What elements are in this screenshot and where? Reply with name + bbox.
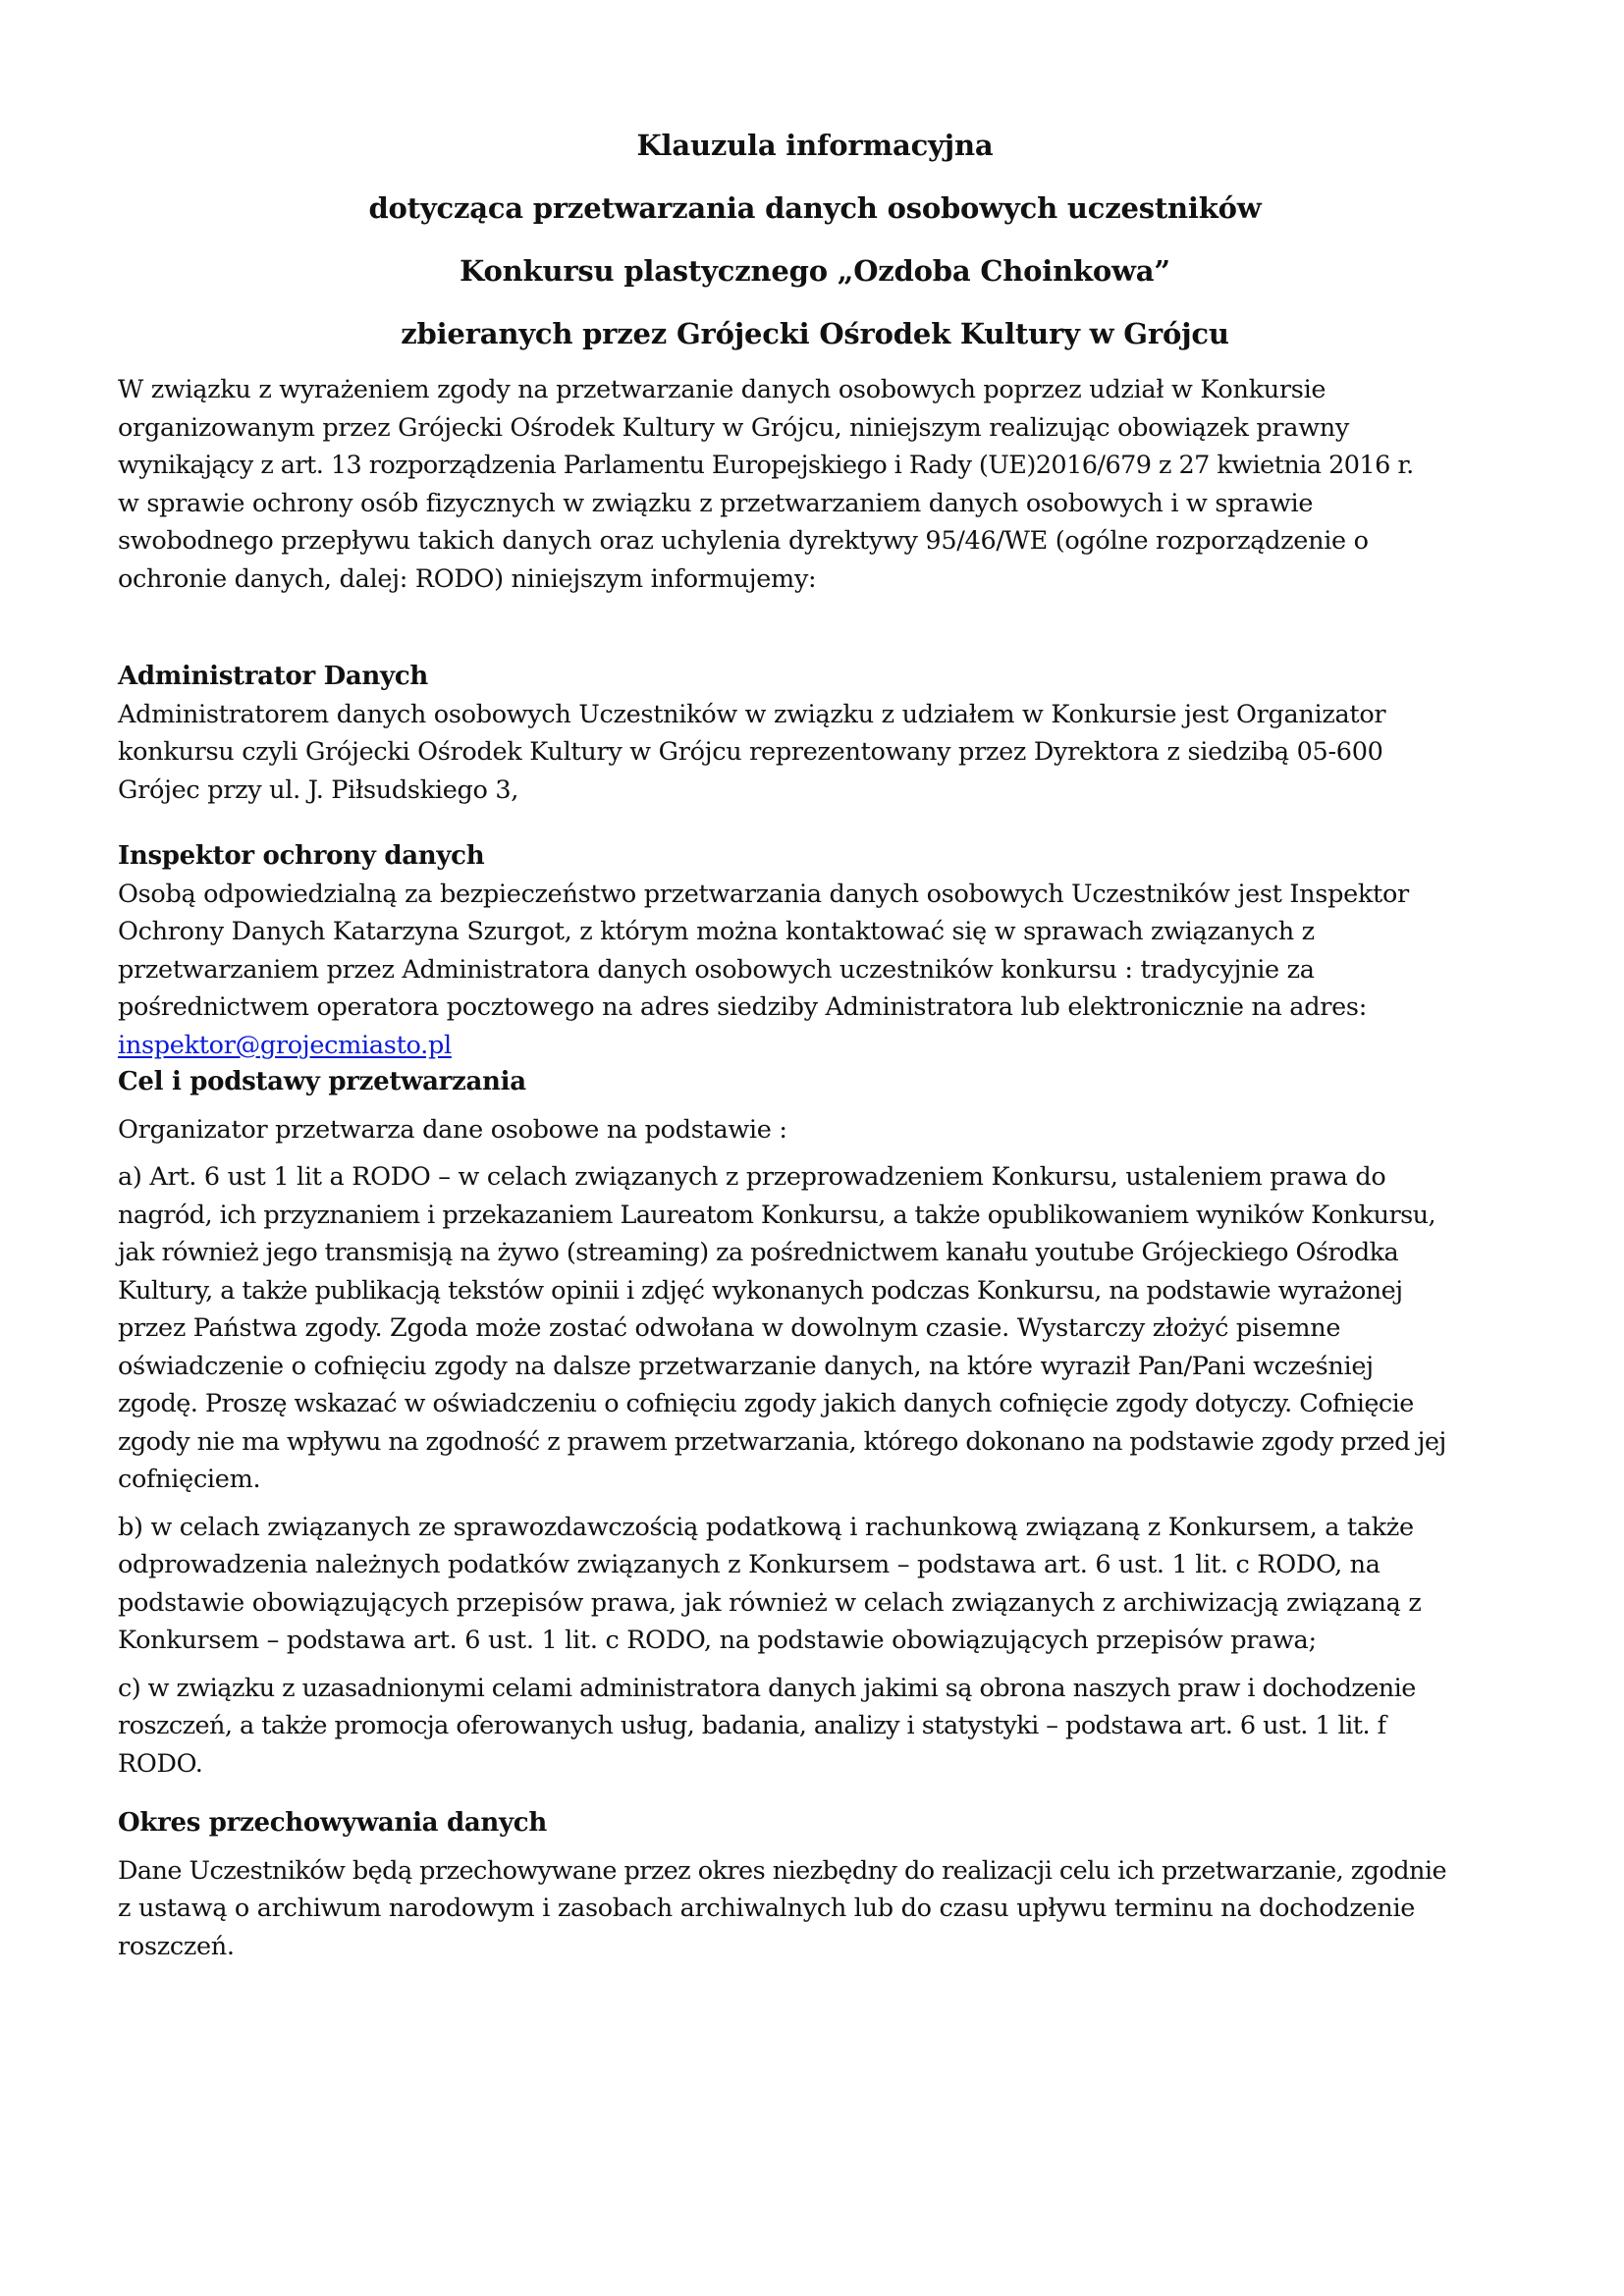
title-line-1: Klauzula informacyjna [636, 129, 994, 162]
document-title [118, 114, 1512, 365]
purpose-point-b [118, 1509, 1532, 1660]
inspector-heading: Inspektor ochrony danych [118, 841, 485, 871]
point-a-line: Kultury, a także publikacją tekstów opinii i zdjęć wykonanych podczas Konkursu, na podstawie wyrażonej [118, 1275, 1403, 1306]
administrator-line: konkursu czyli Grójecki Ośrodek Kultury w Grójcu reprezentowany przez Dyrektora z siedzibą 05-600 [118, 737, 1383, 767]
point-c-line: c) w związku z uzasadnionymi celami administratora danych jakimi są obrona naszych praw i dochodzenie [118, 1673, 1416, 1703]
point-a-line: jak również jego transmisją na żywo (streaming) za pośrednictwem kanału youtube Grójeckiego Ośrodka [118, 1238, 1399, 1267]
retention-section [118, 1804, 1532, 1965]
administrator-line: Grójec przy ul. J. Piłsudskiego 3, [118, 774, 519, 805]
point-a-line: cofnięciem. [118, 1465, 261, 1494]
point-b-line: podstawie obowiązujących przepisów prawa, jak również w celach związanych z archiwizacją związaną z [118, 1587, 1422, 1618]
intro-line: W związku z wyrażeniem zgody na przetwarzanie danych osobowych poprzez udział w Konkursie [118, 375, 1326, 404]
inspector-line: pośrednictwem operatora pocztowego na adres siedziby Administratora lub elektronicznie na adres: [118, 992, 1367, 1022]
inspector-email-link[interactable]: inspektor@grojecmiasto.pl [118, 1030, 452, 1060]
administrator-line: Administratorem danych osobowych Uczestników w związku z udziałem w Konkursie jest Organizator [118, 699, 1386, 729]
inspector-line: Ochrony Danych Katarzyna Szurgot, z którym można kontaktować się w sprawach związanych z [118, 917, 1315, 946]
title-line-2: dotycząca przetwarzania danych osobowych uczestników [368, 191, 1262, 225]
purpose-point-a [118, 1158, 1532, 1499]
point-a-line: przez Państwa zgody. Zgoda może zostać odwołana w dowolnym czasie. Wystarczy złożyć pisemne [118, 1313, 1341, 1343]
title-line-4: zbieranych przez Grójecki Ośrodek Kultury w Grójcu [401, 317, 1229, 350]
point-c-line: roszczeń, a także promocja oferowanych usług, badania, analizy i statystyki – podstawa art. 6 ust. 1 lit. f [118, 1711, 1386, 1740]
inspector-line: Osobą odpowiedzialną za bezpieczeństwo przetwarzania danych osobowych Uczestników jest Inspektor [118, 879, 1409, 909]
inspector-section [118, 837, 1532, 1064]
intro-line: swobodnego przepływu takich danych oraz uchylenia dyrektywy 95/46/WE (ogólne rozporządzenie o [118, 526, 1369, 556]
retention-line: roszczeń. [118, 1931, 235, 1961]
administrator-section [118, 658, 1532, 809]
intro-line: wynikający z art. 13 rozporządzenia Parlamentu Europejskiego i Rady (UE)2016/679 z 27 kwietnia 2016 r. [118, 451, 1414, 480]
retention-line: Dane Uczestników będą przechowywane przez okres niezbędny do realizacji celu ich przetwarzanie, zgodnie [118, 1855, 1447, 1886]
purpose-lead: Organizator przetwarza dane osobowe na podstawie : [118, 1114, 787, 1145]
intro-line: w sprawie ochrony osób fizycznych w związku z przetwarzaniem danych osobowych i w sprawie [118, 488, 1314, 518]
point-a-line: zgody nie ma wpływu na zgodność z prawem przetwarzania, którego dokonano na podstawie zgody przed jej [118, 1426, 1446, 1457]
point-a-line: a) Art. 6 ust 1 lit a RODO – w celach związanych z przeprowadzeniem Konkursu, ustaleniem prawa do [118, 1162, 1386, 1192]
administrator-heading: Administrator Danych [118, 662, 428, 691]
title-line-3: Konkursu plastycznego „Ozdoba Choinkowa” [460, 254, 1170, 288]
point-a-line: oświadczenie o cofnięciu zgody na dalsze przetwarzanie danych, na które wyraził Pan/Pani wcześniej [118, 1351, 1374, 1381]
inspector-line: przetwarzaniem przez Administratora danych osobowych uczestników konkursu : tradycyjnie za [118, 954, 1315, 985]
point-b-line: b) w celach związanych ze sprawozdawczością podatkową i rachunkową związaną z Konkursem, a także [118, 1512, 1414, 1542]
point-a-line: nagród, ich przyznaniem i przekazaniem Laureatom Konkursu, a także opublikowaniem wyników Konkursu, [118, 1200, 1436, 1230]
retention-heading: Okres przechowywania danych [118, 1808, 547, 1838]
purpose-point-c [118, 1670, 1532, 1784]
intro-line: ochronie danych, dalej: RODO) niniejszym informujemy: [118, 563, 817, 594]
purpose-section [118, 1063, 1532, 1783]
intro-paragraph [118, 371, 1532, 598]
intro-line: organizowanym przez Grójecki Ośrodek Kultury w Grójcu, niniejszym realizując obowiązek prawny [118, 412, 1349, 443]
purpose-heading: Cel i podstawy przetwarzania [118, 1067, 526, 1096]
retention-line: z ustawą o archiwum narodowym i zasobach archiwalnych lub do czasu upływu terminu na dochodzenie [118, 1894, 1416, 1923]
point-c-line: RODO. [118, 1748, 203, 1779]
point-b-line: odprowadzenia należnych podatków związanych z Konkursem – podstawa art. 6 ust. 1 lit. c RODO, na [118, 1550, 1380, 1579]
point-b-line: Konkursem – podstawa art. 6 ust. 1 lit. c RODO, na podstawie obowiązujących przepisów prawa; [118, 1626, 1317, 1655]
point-a-line: zgodę. Proszę wskazać w oświadczeniu o cofnięciu zgody jakich danych cofnięcie zgody dotyczy. Cofnięcie [118, 1389, 1414, 1418]
